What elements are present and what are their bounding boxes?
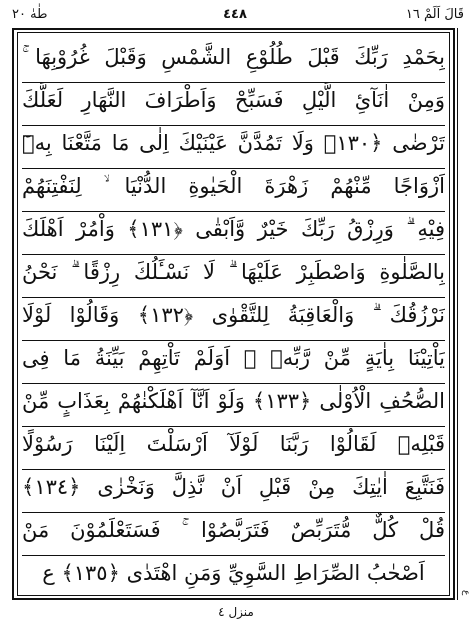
text-line bbox=[22, 208, 445, 256]
verse-line-10: قَبْلِهٖ لَقَالُوْا رَبَّنَا لَوْلَآ اَرْسَلْتَ اِلَيْنَا رَسُوْلًا bbox=[22, 432, 445, 456]
verse-line-3: تَرْضٰى ﴿١٣٠﴾ وَلَا تَمُدَّنَّ عَيْنَيْكَ اِلٰى مَا مَتَّعْنَا بِهٖٓ bbox=[22, 131, 445, 155]
margin-rule bbox=[457, 28, 458, 600]
verse-line-7: نَرْزُقُكَ ۗ وَالْعَاقِبَةُ لِلتَّقْوٰى ﴿١٣٢﴾ وَقَالُوْا لَوْلَا bbox=[22, 303, 445, 327]
verse-line-9: الصُّحُفِ الْاُوْلٰى ﴿١٣٣﴾ وَلَوْ اَنَّآ اَهْلَكْنٰهُمْ بِعَذَابٍ مِّنْ bbox=[22, 389, 445, 413]
manzil-footer: منزل ٤ bbox=[218, 605, 254, 619]
verse-line-8: يَاْتِيْنَا بِاٰيَةٍ مِّنْ رَّبِّهٖ ۗ اَوَلَمْ تَاْتِهِمْ بَيِّنَةُ مَا فِى bbox=[22, 346, 445, 370]
text-line bbox=[22, 509, 445, 557]
verse-line-4: اَزْوَاجًا مِّنْهُمْ زَهْرَةَ الْحَيٰوةِ الدُّنْيَا ۙ لِنَفْتِنَهُمْ bbox=[22, 174, 445, 198]
text-line bbox=[22, 466, 445, 514]
text-line bbox=[22, 122, 445, 170]
text-line bbox=[22, 165, 445, 213]
verse-line-1: بِحَمْدِ رَبِّكَ قَبْلَ طُلُوْعِ الشَّمْسِ وَقَبْلَ غُرُوْبِهَا ۚ bbox=[22, 45, 445, 69]
verse-line-13: اَصْحٰبُ الصِّرَاطِ السَّوِيِّ وَمَنِ اهْتَدٰى ﴿١٣٥﴾ ع bbox=[42, 561, 425, 585]
text-line bbox=[22, 36, 445, 84]
surah-header: قَالَ اَلَمْ ١٦ bbox=[405, 7, 464, 22]
verse-line-12: قُلْ كُلٌّ مُّتَرَبِّصٌ فَتَرَبَّصُوْا ۚ فَسَتَعْلَمُوْنَ مَنْ bbox=[22, 518, 445, 542]
text-line bbox=[22, 79, 445, 127]
verse-line-6: بِالصَّلٰوةِ وَاصْطَبِرْ عَلَيْهَا ۗ لَا نَسْـَٔلُكَ رِزْقًا ۗ نَحْنُ bbox=[22, 260, 445, 284]
verse-line-2: وَمِنْ اٰنَآئِ الَّيْلِ فَسَبِّحْ وَاَطْرَافَ النَّهَارِ لَعَلَّكَ bbox=[22, 88, 445, 112]
verse-line-5: فِيْهِ ۗ وَرِزْقُ رَبِّكَ خَيْرٌ وَّاَبْقٰى ﴿١٣١﴾ وَاْمُرْ اَهْلَكَ bbox=[22, 217, 445, 241]
text-line bbox=[22, 380, 445, 428]
section-header: طٰهٰ ٢٠ bbox=[12, 7, 48, 22]
margin-note: ع bbox=[461, 589, 471, 595]
text-line bbox=[22, 337, 445, 385]
text-line bbox=[22, 294, 445, 342]
text-line bbox=[22, 423, 445, 471]
text-line bbox=[22, 251, 445, 299]
text-line bbox=[22, 552, 445, 600]
verse-line-11: فَنَتَّبِعَ اٰيٰتِكَ مِنْ قَبْلِ اَنْ نَّذِلَّ وَنَخْزٰى ﴿١٣٤﴾ bbox=[22, 475, 445, 499]
page-number: ٤٤٨ bbox=[223, 7, 247, 22]
